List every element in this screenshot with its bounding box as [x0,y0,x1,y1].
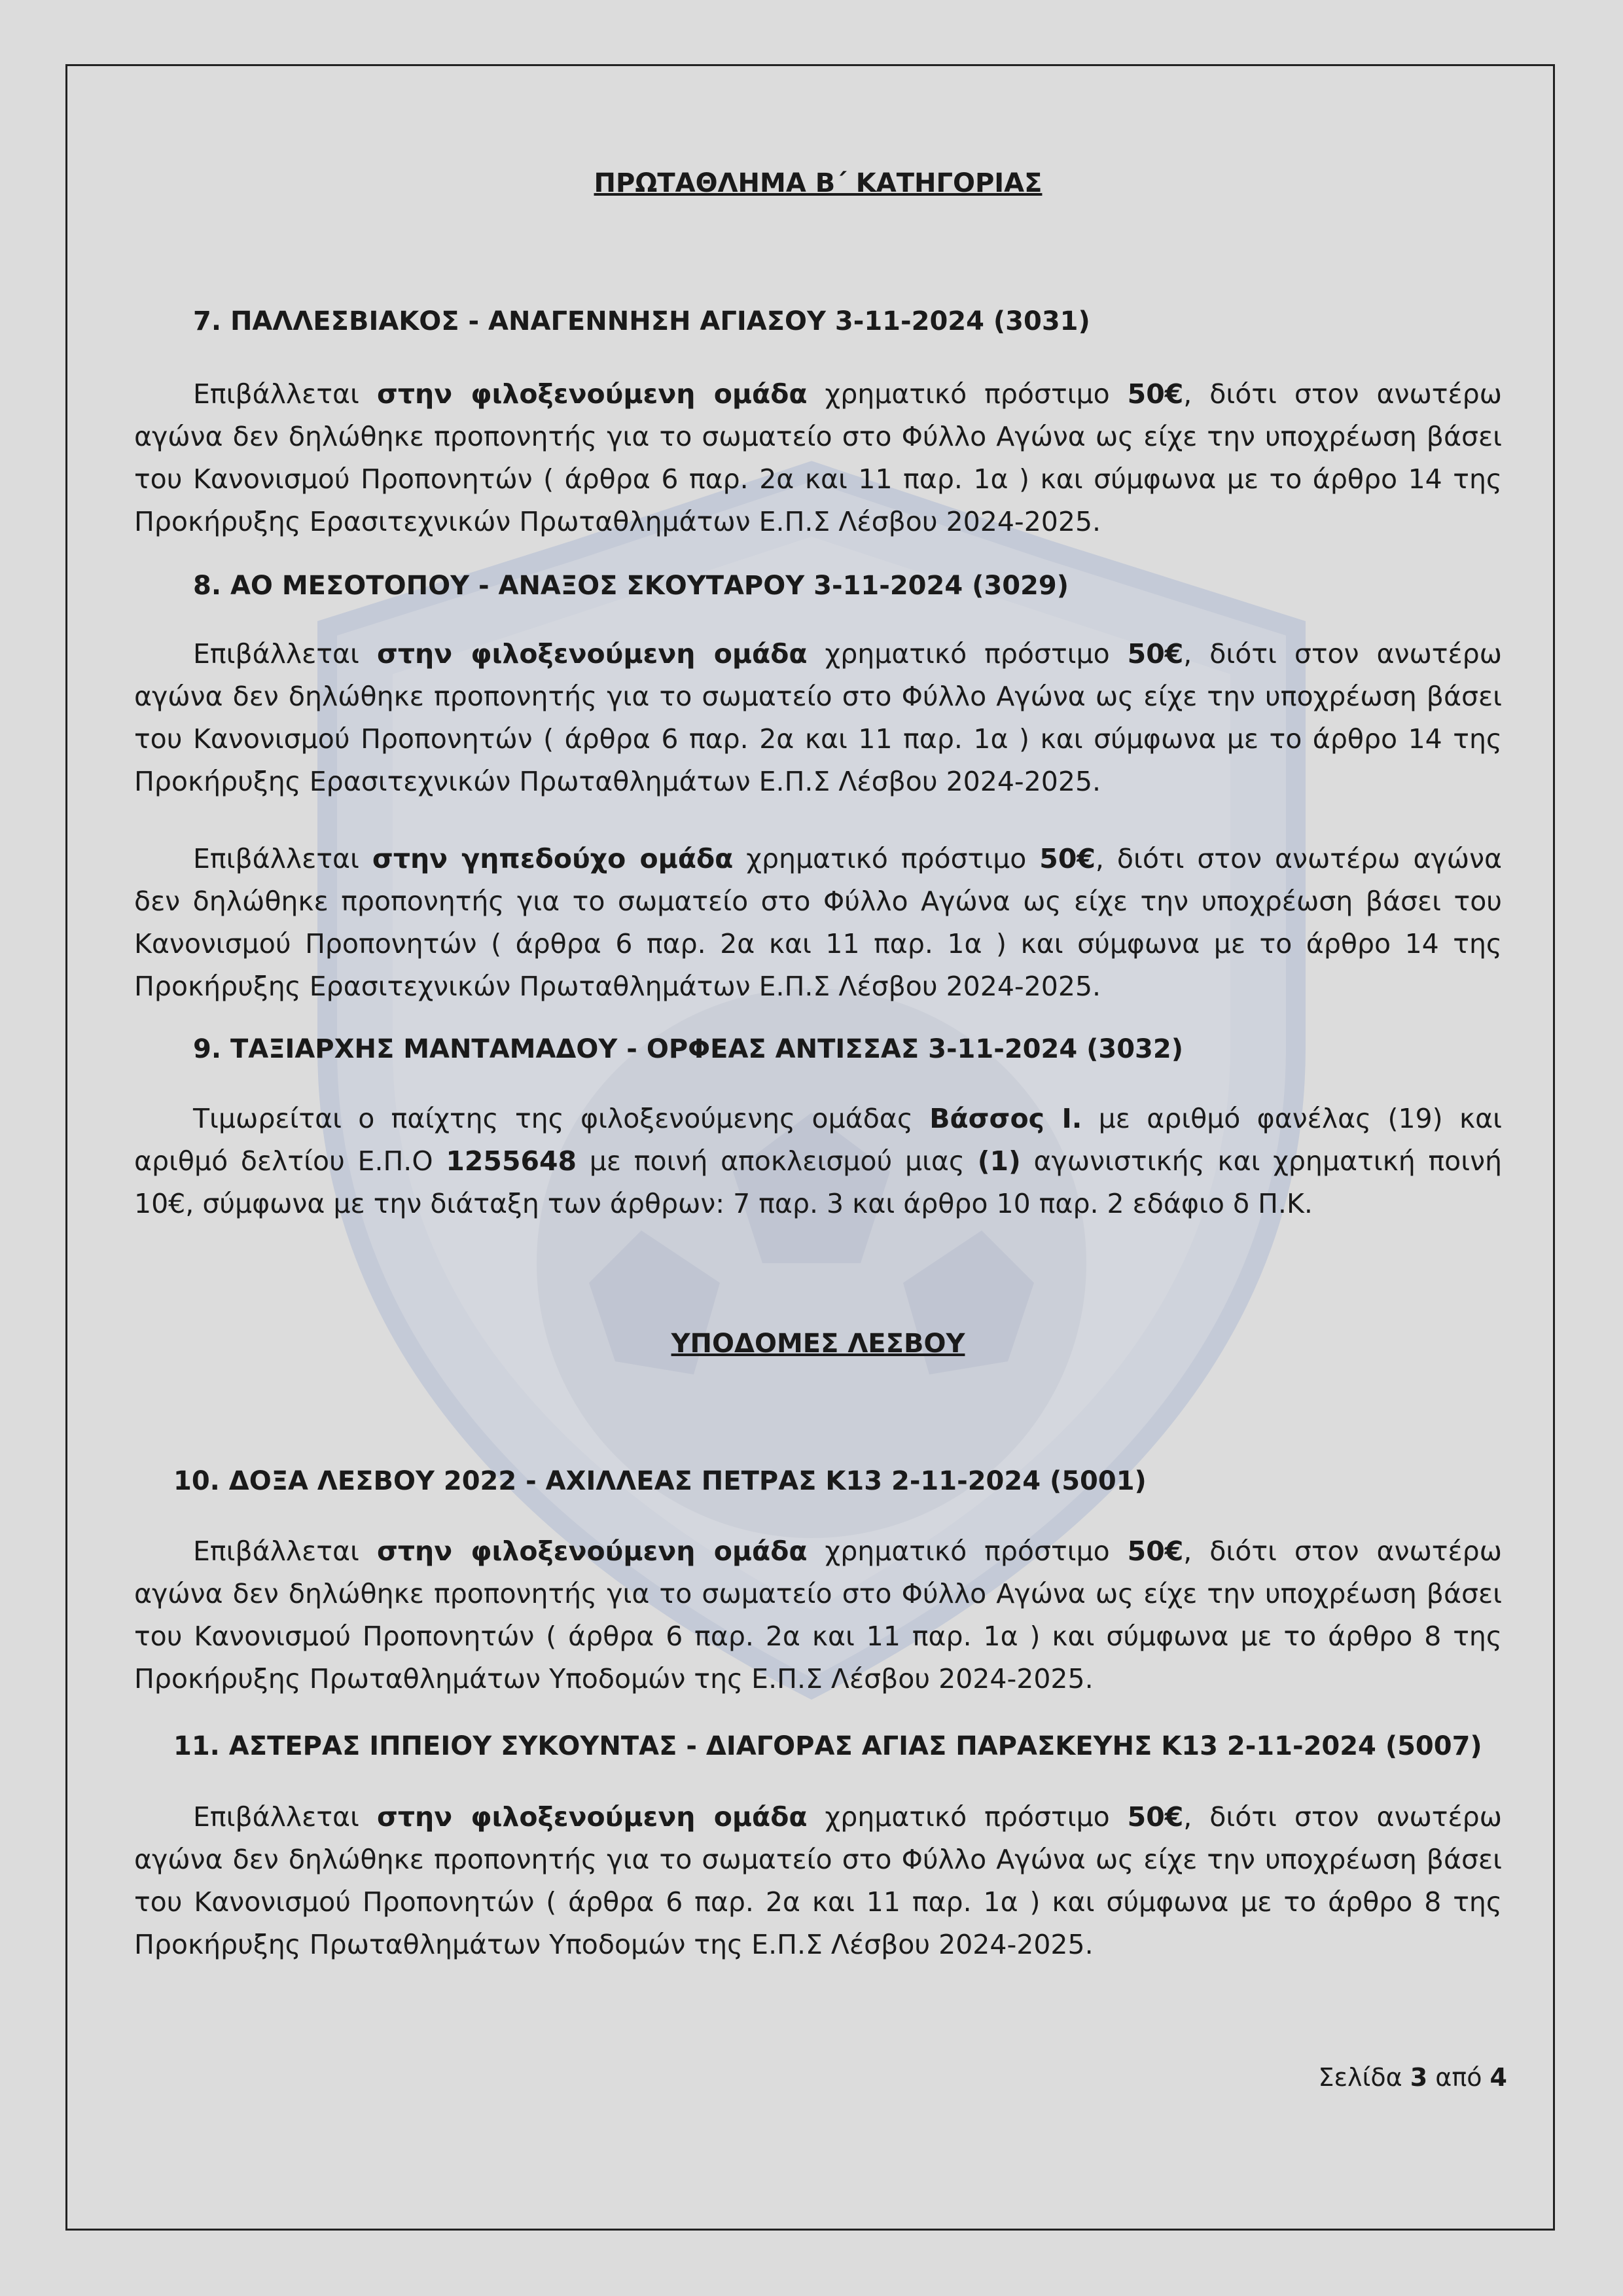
case-paragraph: Επιβάλλεται στην φιλοξενούμενη ομάδα χρηματικό πρόστιμο 50€, διότι στον ανωτέρω αγώνα δεν δηλώθηκε προπονητής για το σωματείο στο Φύλλο Αγώνα ως είχε την υποχρέωση βάσει του Κανονισμού Προπονητών ( άρθρα 6 παρ. 2α και 11 παρ. 1α ) και σύμφωνα με το άρθρο 8 της Προκήρυξης Πρωταθλημάτων Υποδομών της Ε.Π.Σ Λέσβου 2024-2025. [134,1801,1503,1960]
case-paragraph: Επιβάλλεται στην φιλοξενούμενη ομάδα χρηματικό πρόστιμο 50€, διότι στον ανωτέρω αγώνα δεν δηλώθηκε προπονητής για το σωματείο στο Φύλλο Αγώνα ως είχε την υποχρέωση βάσει του Κανονισμού Προπονητών ( άρθρα 6 παρ. 2α και 11 παρ. 1α ) και σύμφωνα με το άρθρο 8 της Προκήρυξης Πρωταθλημάτων Υποδομών της Ε.Π.Σ Λέσβου 2024-2025. [134,1535,1503,1695]
document-body [134,157,1503,1960]
case-title: 7. ΠΑΛΛΕΣΒΙΑΚΟΣ - ΑΝΑΓΕΝΝΗΣΗ ΑΓΙΑΣΟΥ 3-11-2024 (3031) [193,306,1090,336]
case-title: 9. ΤΑΞΙΑΡΧΗΣ ΜΑΝΤΑΜΑΔΟΥ - ΟΡΦΕΑΣ ΑΝΤΙΣΣΑΣ 3-11-2024 (3032) [193,1034,1183,1064]
penalty-paragraph: Τιμωρείται ο παίχτης της φιλοξενούμενης ομάδας Βάσσος Ι. με αριθμό φανέλας (19) και αριθμό δελτίου Ε.Π.Ο 1255648 με ποινή αποκλεισμού μιας (1) αγωνιστικής και χρηματική ποινή 10€, σύμφωνα με την διάταξη των άρθρων: 7 παρ. 3 και άρθρο 10 παρ. 2 εδάφιο δ Π.Κ. [134,1103,1503,1219]
section-title-b-category: ΠΡΩΤΑΘΛΗΜΑ Β΄ ΚΑΤΗΓΟΡΙΑΣ [594,168,1043,198]
case-title: 11. ΑΣΤΕΡΑΣ ΙΠΠΕΙΟΥ ΣΥΚΟΥΝΤΑΣ - ΔΙΑΓΟΡΑΣ ΑΓΙΑΣ ΠΑΡΑΣΚΕΥΗΣ Κ13 2-11-2024 (5007) [173,1731,1482,1761]
section-title-infrastructure: ΥΠΟΔΟΜΕΣ ΛΕΣΒΟΥ [671,1329,965,1359]
case-paragraph: Επιβάλλεται στην φιλοξενούμενη ομάδα χρηματικό πρόστιμο 50€, διότι στον ανωτέρω αγώνα δεν δηλώθηκε προπονητής για το σωματείο στο Φύλλο Αγώνα ως είχε την υποχρέωση βάσει του Κανονισμού Προπονητών ( άρθρα 6 παρ. 2α και 11 παρ. 1α ) και σύμφωνα με το άρθρο 14 της Προκήρυξης Ερασιτεχνικών Πρωταθλημάτων Ε.Π.Σ Λέσβου 2024-2025. [134,378,1503,537]
case-paragraph: Επιβάλλεται στην φιλοξενούμενη ομάδα χρηματικό πρόστιμο 50€, διότι στον ανωτέρω αγώνα δεν δηλώθηκε προπονητής για το σωματείο στο Φύλλο Αγώνα ως είχε την υποχρέωση βάσει του Κανονισμού Προπονητών ( άρθρα 6 παρ. 2α και 11 παρ. 1α ) και σύμφωνα με το άρθρο 14 της Προκήρυξης Ερασιτεχνικών Πρωταθλημάτων Ε.Π.Σ Λέσβου 2024-2025. [134,638,1503,797]
case-paragraph: Επιβάλλεται στην γηπεδούχο ομάδα χρηματικό πρόστιμο 50€, διότι στον ανωτέρω αγώνα δεν δηλώθηκε προπονητής για το σωματείο στο Φύλλο Αγώνα ως είχε την υποχρέωση βάσει του Κανονισμού Προπονητών ( άρθρα 6 παρ. 2α και 11 παρ. 1α ) και σύμφωνα με το άρθρο 14 της Προκήρυξης Ερασιτεχνικών Πρωταθλημάτων Ε.Π.Σ Λέσβου 2024-2025. [134,843,1502,1002]
case-title: 8. ΑΟ ΜΕΣΟΤΟΠΟΥ - ΑΝΑΞΟΣ ΣΚΟΥΤΑΡΟΥ 3-11-2024 (3029) [193,571,1069,601]
page-number: Σελίδα 3 από 4 [1318,2063,1507,2092]
case-title: 10. ΔΟΞΑ ΛΕΣΒΟΥ 2022 - ΑΧΙΛΛΕΑΣ ΠΕΤΡΑΣ Κ13 2-11-2024 (5001) [173,1466,1147,1496]
